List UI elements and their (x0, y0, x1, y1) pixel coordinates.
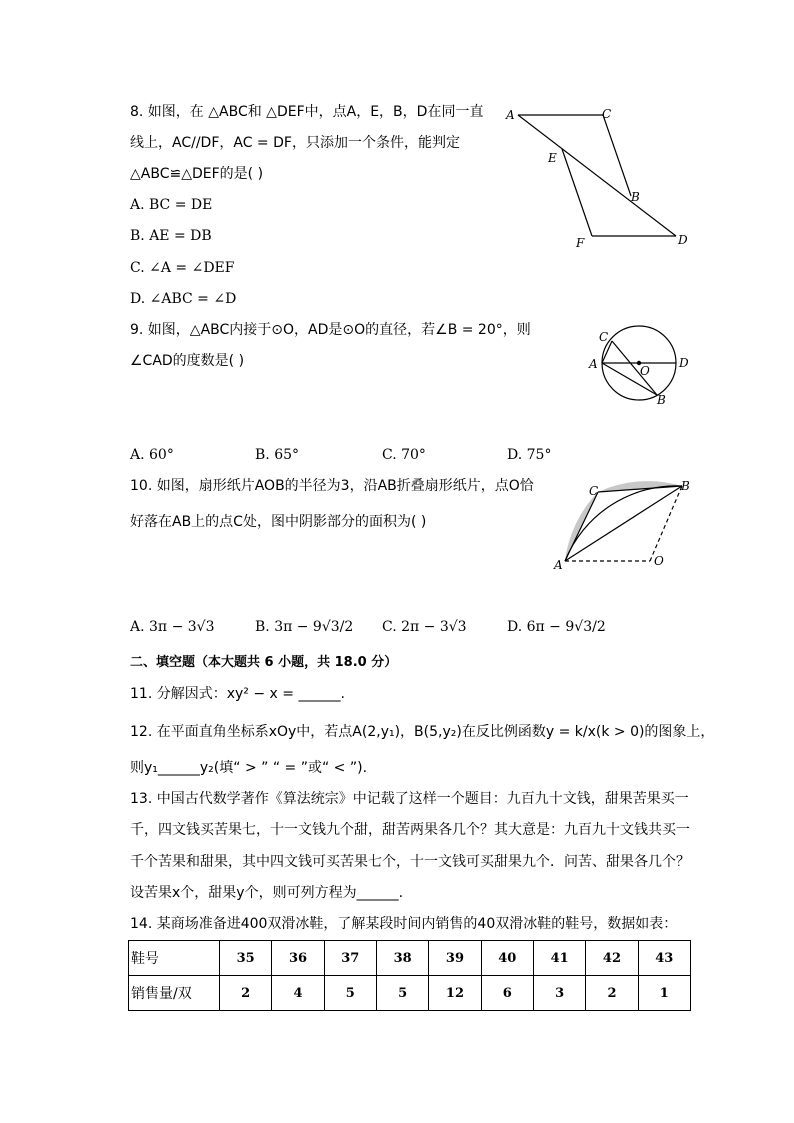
q8-option-c: C. ∠A = ∠DEF (130, 260, 235, 276)
q13-line-1: 13. 中国古代数学著作《算法统宗》中记载了这样一个题目：九百九十文钱，甜果苦果买一 (130, 791, 689, 807)
q8-option-b: B. AE = DB (130, 228, 212, 244)
table-cell: 2 (220, 976, 272, 1011)
table-cell: 6 (481, 976, 533, 1011)
table-cell: 12 (429, 976, 481, 1011)
q8-label-b: B (631, 190, 640, 204)
q9-line-1: 9. 如图，△ABC内接于⊙O，AD是⊙O的直径，若∠B = 20°，则 (130, 322, 531, 338)
q10-line-2: 好落在AB上的点C处，图中阴影部分的面积为( ) (130, 514, 427, 530)
q9-label-a: A (589, 357, 598, 371)
table-cell: 5 (376, 976, 428, 1011)
table-row (129, 976, 691, 1011)
table-cell: 39 (429, 941, 481, 976)
q8-figure (500, 100, 700, 255)
q9-option-a: A. 60° (130, 447, 174, 463)
q10-label-c: C (589, 484, 599, 498)
table-cell: 37 (324, 941, 376, 976)
table-cell: 41 (533, 941, 585, 976)
table-cell: 40 (481, 941, 533, 976)
q10-label-b: B (681, 479, 690, 493)
table-cell: 1 (638, 976, 690, 1011)
table-cell: 5 (324, 976, 376, 1011)
q10-option-b: B. 3π − 9√3/2 (255, 619, 354, 635)
q10-segment-ob (650, 486, 682, 561)
q8-label-a: A (506, 108, 515, 122)
q8-option-a: A. BC = DE (130, 197, 213, 213)
q8-label-f: F (576, 236, 585, 250)
q8-label-e: E (548, 151, 557, 165)
q9-label-c: C (599, 330, 609, 344)
q12-line-1: 12. 在平面直角坐标系xOy中，若点A(2,y₁)，B(5,y₂)在反比例函数y = k/x(k > 0)的图象上， (130, 724, 715, 740)
q11-text: 11. 分解因式：xy² − x = ______. (130, 686, 345, 702)
q10-option-c: C. 2π − 3√3 (382, 619, 467, 635)
q13-line-4: 设苦果x个，甜果y个，则可列方程为______. (130, 885, 404, 901)
q10-line-1: 10. 如图，扇形纸片AOB的半径为3，沿AB折叠扇形纸片，点O恰 (130, 478, 534, 494)
q8-line-3: △ABC≌△DEF的是( ) (130, 166, 264, 182)
q9-option-d: D. 75° (507, 447, 552, 463)
q10-option-d: D. 6π − 9√3/2 (507, 619, 606, 635)
q14-text: 14. 某商场准备进400双滑冰鞋，了解某段时间内销售的40双滑冰鞋的鞋号，数据如表： (130, 916, 678, 932)
shoe-size-table (128, 940, 691, 1011)
section-heading: 二、填空题（本大题共 6 小题，共 18.0 分） (130, 655, 398, 670)
table-cell: 38 (376, 941, 428, 976)
q8-line-2: 线上，AC//DF，AC = DF，只添加一个条件，能判定 (130, 135, 460, 151)
table-row-label: 鞋号 (129, 941, 220, 976)
table-cell: 2 (586, 976, 638, 1011)
table-cell: 35 (220, 941, 272, 976)
q8-line-1: 8. 如图，在 △ABC和 △DEF中，点A，E，B，D在同一直 (130, 104, 484, 120)
q13-line-3: 千个苦果和甜果，其中四文钱可买苦果七个，十一文钱可买甜果九个．问苦、甜果各几个？ (130, 854, 690, 870)
q9-label-d: D (679, 356, 689, 370)
table-cell: 3 (533, 976, 585, 1011)
q10-figure (548, 475, 698, 575)
table-row-label: 销售量/双 (129, 976, 220, 1011)
q9-chord-cb (612, 341, 657, 395)
q9-option-b: B. 65° (255, 447, 300, 463)
q9-line-2: ∠CAD的度数是( ) (130, 353, 245, 369)
q9-label-o: O (640, 364, 650, 378)
q10-label-o: O (654, 554, 664, 568)
q8-segment-ad (518, 115, 676, 236)
q8-label-c: C (602, 107, 612, 121)
table-cell: 36 (272, 941, 324, 976)
q10-option-a: A. 3π − 3√3 (130, 619, 215, 635)
q9-option-c: C. 70° (382, 447, 426, 463)
q10-label-a: A (554, 558, 563, 572)
q9-figure (585, 318, 695, 408)
table-cell: 43 (638, 941, 690, 976)
table-row (129, 941, 691, 976)
q13-line-2: 千，四文钱买苦果七，十一文钱九个甜，甜苦两果各几个？其大意是：九百九十文钱共买一 (130, 822, 690, 838)
table-cell: 4 (272, 976, 324, 1011)
q12-line-2: 则y₁______y₂(填“ > ” “ = ”或“ < ”). (130, 760, 368, 776)
table-cell: 42 (586, 941, 638, 976)
q8-segment-ef (562, 149, 592, 236)
q8-label-d: D (678, 233, 688, 247)
q9-label-b: B (657, 393, 666, 407)
q8-option-d: D. ∠ABC = ∠D (130, 291, 237, 307)
